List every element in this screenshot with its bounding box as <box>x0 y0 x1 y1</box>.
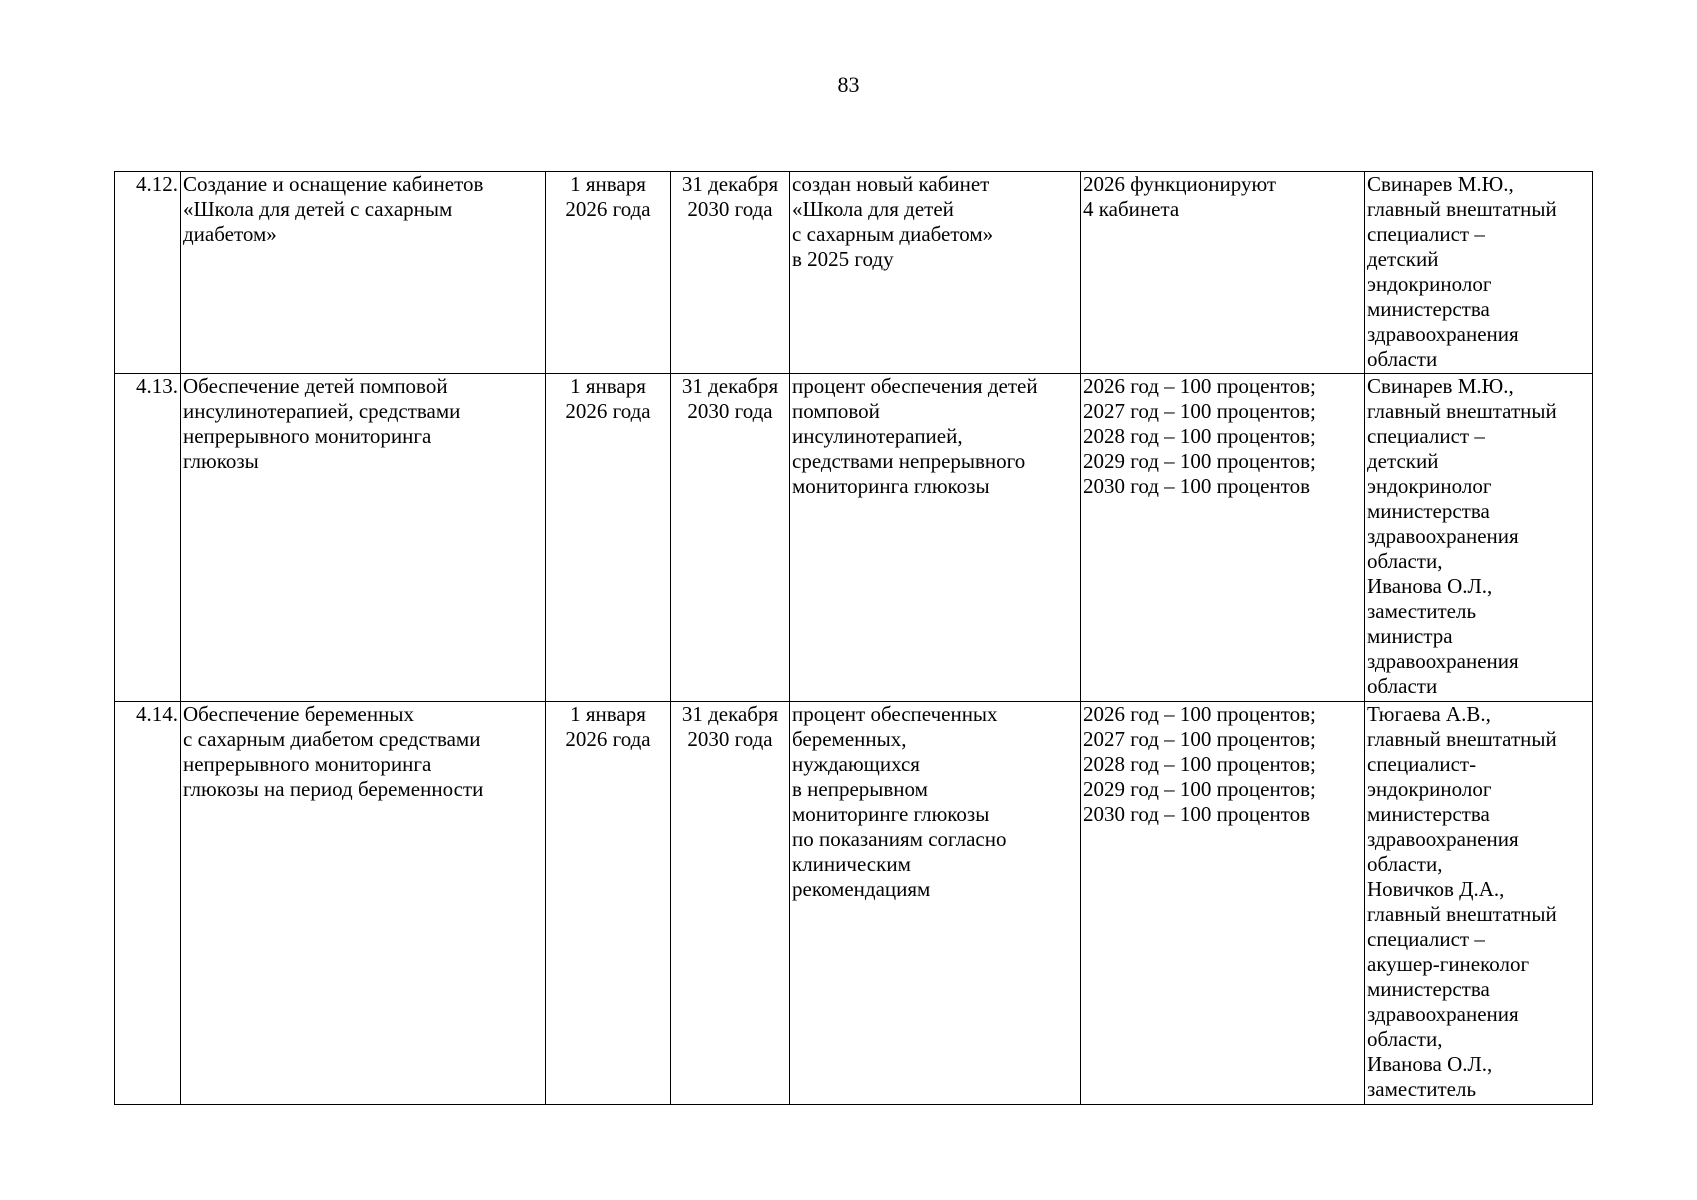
end-date: 31 декабря 2030 года <box>671 702 790 1105</box>
start-date: 1 января 2026 года <box>546 374 671 702</box>
start-date: 1 января 2026 года <box>546 172 671 374</box>
target-indicator: 2026 год – 100 процентов; 2027 год – 100 процентов; 2028 год – 100 процентов; 2029 год – 100 процентов; 2030 год – 100 процентов <box>1081 374 1365 702</box>
responsible-person: Тюгаева А.В., главный внештатный специалист- эндокринолог министерства здравоохранения области, Новичков Д.А., главный внештатный специалист – акушер-гинеколог министерства здравоохранения области, Иванова О.Л., заместитель <box>1365 702 1593 1105</box>
end-date: 31 декабря 2030 года <box>671 172 790 374</box>
item-number: 4.13. <box>115 374 181 702</box>
table-row <box>115 374 1593 702</box>
expected-result: процент обеспеченных беременных, нуждающихся в непрерывном мониторинге глюкозы по показаниям согласно клиническим рекомендациям <box>790 702 1081 1105</box>
page-number: 83 <box>837 72 860 97</box>
expected-result: создан новый кабинет «Школа для детей с сахарным диабетом» в 2025 году <box>790 172 1081 374</box>
table-row <box>115 702 1593 1105</box>
target-indicator: 2026 функционируют 4 кабинета <box>1081 172 1365 374</box>
activity-name: Создание и оснащение кабинетов «Школа для детей с сахарным диабетом» <box>181 172 546 374</box>
item-number: 4.12. <box>115 172 181 374</box>
end-date: 31 декабря 2030 года <box>671 374 790 702</box>
expected-result: процент обеспечения детей помповой инсулинотерапией, средствами непрерывного мониторинга глюкозы <box>790 374 1081 702</box>
item-number: 4.14. <box>115 702 181 1105</box>
responsible-person: Свинарев М.Ю., главный внештатный специалист – детский эндокринолог министерства здравоохранения области, Иванова О.Л., заместитель министра здравоохранения области <box>1365 374 1593 702</box>
activity-name: Обеспечение детей помповой инсулинотерапией, средствами непрерывного мониторинга глюкозы <box>181 374 546 702</box>
responsible-person: Свинарев М.Ю., главный внештатный специалист – детский эндокринолог министерства здравоохранения области <box>1365 172 1593 374</box>
start-date: 1 января 2026 года <box>546 702 671 1105</box>
activity-name: Обеспечение беременных с сахарным диабетом средствами непрерывного мониторинга глюкозы на период беременности <box>181 702 546 1105</box>
table-row <box>115 172 1593 374</box>
target-indicator: 2026 год – 100 процентов; 2027 год – 100 процентов; 2028 год – 100 процентов; 2029 год – 100 процентов; 2030 год – 100 процентов <box>1081 702 1365 1105</box>
activities-table <box>114 171 1593 1105</box>
